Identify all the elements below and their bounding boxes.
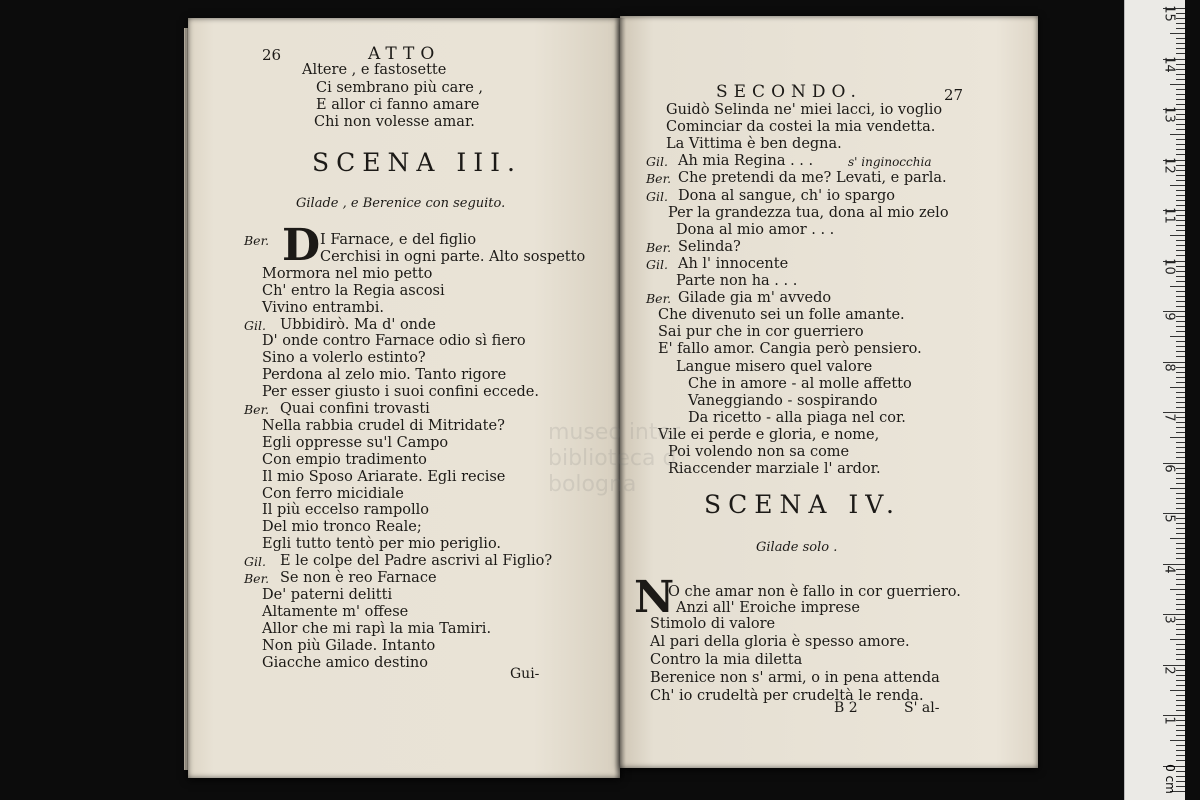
ruler-tick xyxy=(1176,670,1185,671)
ruler-tick xyxy=(1176,745,1185,746)
ruler-tick xyxy=(1176,710,1185,711)
ruler-tick xyxy=(1176,225,1185,226)
ruler-tick xyxy=(1176,170,1185,171)
ruler-tick xyxy=(1176,346,1185,347)
scene-title-left: SCENA III. xyxy=(312,148,522,177)
ruler-tick xyxy=(1176,508,1185,509)
verse-line: Stimolo di valore xyxy=(650,616,776,632)
ruler-tick xyxy=(1176,634,1185,635)
verse-line: Anzi all' Eroiche imprese xyxy=(676,600,860,616)
ruler-tick xyxy=(1176,382,1185,383)
verse-line: Egli oppresse su'l Campo xyxy=(262,434,449,451)
ruler-tick xyxy=(1176,48,1185,49)
ruler-tick xyxy=(1176,89,1185,90)
ruler-number: 11 xyxy=(1161,207,1177,224)
verse-line: Nella rabbia crudel di Mitridate? xyxy=(262,417,505,434)
ruler-tick xyxy=(1176,558,1185,559)
verse-line: Selinda? xyxy=(678,238,741,255)
ruler-tick xyxy=(1170,286,1185,287)
ruler-tick xyxy=(1176,720,1185,721)
ruler-tick xyxy=(1176,579,1185,580)
verse-line: Altamente m' offese xyxy=(262,603,409,620)
measuring-ruler xyxy=(1124,0,1185,800)
speaker-label: Ber. xyxy=(646,291,672,307)
verse-line: Ci sembrano più care , xyxy=(316,80,484,96)
ruler-tick xyxy=(1176,730,1185,731)
ruler-tick xyxy=(1176,144,1185,145)
verse-line: Con ferro micidiale xyxy=(262,485,404,502)
ruler-tick xyxy=(1176,165,1185,166)
ruler-tick xyxy=(1176,180,1185,181)
speaker-label: Ber. xyxy=(244,402,270,417)
catchword-right: S' al- xyxy=(904,700,940,716)
ruler-tick xyxy=(1176,43,1185,44)
persons-left: Gilade , e Berenice con seguito. xyxy=(296,196,506,211)
running-head-right: SECONDO. xyxy=(716,82,862,102)
ruler-tick xyxy=(1176,240,1185,241)
speaker-label: Gil. xyxy=(244,554,266,570)
ruler-tick xyxy=(1176,104,1185,105)
ruler-tick xyxy=(1176,38,1185,39)
ruler-tick xyxy=(1176,498,1185,499)
ruler-tick xyxy=(1170,185,1185,186)
ruler-tick xyxy=(1176,276,1185,277)
ruler-tick xyxy=(1176,604,1185,605)
page-number-right: 27 xyxy=(944,86,964,104)
ruler-tick xyxy=(1176,493,1185,494)
ruler-number: 8 xyxy=(1161,362,1177,372)
verse-line: Contro la mia diletta xyxy=(650,652,803,668)
ruler-tick xyxy=(1176,700,1185,701)
ruler-tick xyxy=(1176,195,1185,196)
verse-line: D' onde contro Farnace odio sì fiero xyxy=(262,333,526,350)
ruler-tick xyxy=(1176,124,1185,125)
verse-line: Guidò Selinda ne' miei lacci, io voglio xyxy=(666,102,943,118)
ruler-tick xyxy=(1176,119,1185,120)
signature-mark: B 2 xyxy=(834,700,858,716)
ruler-tick xyxy=(1176,266,1185,267)
verse-line: Da ricetto - alla piaga nel cor. xyxy=(688,409,906,426)
ruler-tick xyxy=(1176,452,1185,453)
verse-line: La Vittima è ben degna. xyxy=(666,136,842,153)
ruler-tick xyxy=(1176,271,1185,272)
ruler-tick xyxy=(1176,478,1185,479)
verse-line: Riaccender marziale l' ardor. xyxy=(668,461,881,478)
speaker-label: Gil. xyxy=(646,188,668,204)
dropcap-left: D xyxy=(282,220,321,271)
ruler-tick xyxy=(1176,13,1185,14)
ruler-tick xyxy=(1176,255,1185,256)
ruler-tick xyxy=(1176,518,1185,519)
verse-line: De' paterni delitti xyxy=(262,586,393,603)
ruler-tick xyxy=(1176,149,1185,150)
ruler-tick xyxy=(1176,281,1185,282)
ruler-tick xyxy=(1176,377,1185,378)
ruler-tick xyxy=(1176,99,1185,100)
ruler-tick xyxy=(1176,735,1185,736)
ruler-tick xyxy=(1176,230,1185,231)
ruler-tick xyxy=(1176,422,1185,423)
ruler-tick xyxy=(1176,755,1185,756)
verse-line: E le colpe del Padre ascrivi al Figlio? xyxy=(280,553,553,570)
ruler-tick xyxy=(1176,372,1185,373)
ruler-tick xyxy=(1176,129,1185,130)
verse-line: Per esser giusto i suoi confini eccede. xyxy=(262,384,540,401)
ruler-number: 1 xyxy=(1161,716,1177,725)
ruler-tick xyxy=(1170,134,1185,135)
ruler-tick xyxy=(1176,301,1185,302)
ruler-number: 13 xyxy=(1161,106,1177,123)
speaker-label: Gil. xyxy=(646,256,668,272)
speaker-label: Ber. xyxy=(646,171,672,187)
ruler-tick xyxy=(1176,569,1185,570)
ruler-tick xyxy=(1170,740,1185,741)
verse-line: Al pari della gloria è spesso amore. xyxy=(650,634,910,650)
ruler-tick xyxy=(1176,351,1185,352)
running-head-left: ATTO xyxy=(368,44,441,64)
verse-line: Con empio tradimento xyxy=(262,451,427,468)
verse-line: Vile ei perde e gloria, e nome, xyxy=(658,426,880,443)
verse-line: O che amar non è fallo in cor guerriero. xyxy=(668,584,961,600)
verse-line: E' fallo amor. Cangia però pensiero. xyxy=(658,341,922,358)
ruler-tick xyxy=(1176,468,1185,469)
book-gutter xyxy=(614,18,626,778)
ruler-tick xyxy=(1176,543,1185,544)
left-page xyxy=(188,18,620,778)
ruler-tick xyxy=(1176,94,1185,95)
ruler-tick xyxy=(1176,457,1185,458)
ruler-tick xyxy=(1176,306,1185,307)
ruler-number: 4 xyxy=(1161,564,1177,574)
ruler-tick xyxy=(1176,781,1185,782)
verse-line: Langue misero quel valore xyxy=(676,358,873,375)
ruler-number: 14 xyxy=(1161,55,1177,73)
ruler-number: 6 xyxy=(1161,463,1177,473)
ruler-tick xyxy=(1170,690,1185,691)
verse-line: Giacche amico destino xyxy=(262,654,428,671)
ruler-tick xyxy=(1170,589,1185,590)
verse-line: Allor che mi rapì la mia Tamiri. xyxy=(262,620,492,637)
ruler-tick xyxy=(1176,23,1185,24)
catchword-left: Gui- xyxy=(510,666,540,682)
ruler-tick xyxy=(1176,331,1185,332)
ruler-number: 2 xyxy=(1161,665,1177,675)
ruler-tick xyxy=(1176,760,1185,761)
ruler-tick xyxy=(1176,245,1185,246)
dropcap-right: N xyxy=(634,572,675,623)
ruler-tick xyxy=(1176,316,1185,317)
ruler-tick xyxy=(1176,447,1185,448)
verse-line: Che divenuto sei un folle amante. xyxy=(658,307,905,324)
ruler-tick xyxy=(1170,488,1185,489)
verse-line: Dona al mio amor . . . xyxy=(676,221,835,238)
ruler-tick xyxy=(1176,74,1185,75)
verse-line: Cerchisi in ogni parte. Alto sospetto xyxy=(320,248,586,265)
ruler-tick xyxy=(1176,139,1185,140)
ruler-tick xyxy=(1176,680,1185,681)
verse-line: Ch' io crudeltà per crudeltà le renda. xyxy=(650,688,924,704)
ruler-tick xyxy=(1176,114,1185,115)
ruler-tick xyxy=(1176,483,1185,484)
ruler-number: 12 xyxy=(1161,156,1177,174)
verse-line: Perdona al zelo mio. Tanto rigore xyxy=(262,367,507,384)
verse-line: Mormora nel mio petto xyxy=(262,265,433,282)
ruler-tick xyxy=(1170,639,1185,640)
ruler-number: 5 xyxy=(1161,514,1177,523)
speaker-label: Ber. xyxy=(244,233,270,248)
verse-line: Gilade gia m' avvedo xyxy=(678,290,832,307)
ruler-tick xyxy=(1176,675,1185,676)
ruler-tick xyxy=(1176,473,1185,474)
verse-line: Che in amore - al molle affetto xyxy=(688,375,912,392)
ruler-tick xyxy=(1170,235,1185,236)
verse-line: Vaneggiando - sospirando xyxy=(688,392,878,409)
ruler-tick xyxy=(1176,200,1185,201)
verse-line: Ah l' innocente xyxy=(678,255,789,272)
speaker-label: Ber. xyxy=(244,571,270,586)
ruler-tick xyxy=(1176,771,1185,772)
ruler-tick xyxy=(1176,705,1185,706)
ruler-tick xyxy=(1176,594,1185,595)
ruler-tick xyxy=(1176,574,1185,575)
ruler-tick xyxy=(1176,215,1185,216)
ruler-tick xyxy=(1176,356,1185,357)
verse-line: Poi volendo non sa come xyxy=(668,444,850,460)
ruler-tick xyxy=(1176,53,1185,54)
ruler-tick xyxy=(1176,659,1185,660)
verse-line: Vivino entrambi. xyxy=(262,299,384,316)
ruler-tick xyxy=(1176,776,1185,777)
ruler-tick xyxy=(1176,397,1185,398)
verse-line: Berenice non s' armi, o in pena attenda xyxy=(650,670,940,686)
ruler-tick xyxy=(1176,367,1185,368)
ruler-tick xyxy=(1176,79,1185,80)
verse-line: Ch' entro la Regia ascosi xyxy=(262,282,445,299)
speaker-label: Gil. xyxy=(244,317,266,333)
verse-line: Chi non volesse amar. xyxy=(314,114,475,130)
ruler-tick xyxy=(1170,387,1185,388)
ruler-tick xyxy=(1176,695,1185,696)
ruler-tick xyxy=(1176,619,1185,620)
verse-line: Che pretendi da me? Levati, e parla. xyxy=(678,170,947,187)
ruler-tick xyxy=(1176,599,1185,600)
verse-line: Quai confini trovasti xyxy=(280,401,430,417)
ruler-tick xyxy=(1176,629,1185,630)
right-page xyxy=(620,16,1038,768)
ruler-tick xyxy=(1176,407,1185,408)
ruler-tick xyxy=(1176,750,1185,751)
ruler-tick xyxy=(1176,528,1185,529)
ruler-tick xyxy=(1170,538,1185,539)
ruler-tick xyxy=(1176,220,1185,221)
verse-line: Per la grandezza tua, dona al mio zelo xyxy=(668,204,949,221)
ruler-tick xyxy=(1176,553,1185,554)
ruler-tick xyxy=(1176,533,1185,534)
ruler-tick xyxy=(1176,69,1185,70)
ruler-tick xyxy=(1176,321,1185,322)
ruler-tick xyxy=(1176,442,1185,443)
ruler-tick xyxy=(1176,503,1185,504)
ruler-tick xyxy=(1176,654,1185,655)
ruler-tick xyxy=(1176,649,1185,650)
verse-line: Il mio Sposo Ariarate. Egli recise xyxy=(262,468,506,485)
ruler-number: 7 xyxy=(1161,413,1177,422)
verse-line: I Farnace, e del figlio xyxy=(320,232,477,248)
verse-line: Del mio tronco Reale; xyxy=(262,519,422,536)
ruler-tick xyxy=(1176,296,1185,297)
ruler-tick xyxy=(1176,326,1185,327)
ruler-tick xyxy=(1176,154,1185,155)
verse-line: Egli tutto tentò per mio periglio. xyxy=(262,536,502,553)
ruler-tick xyxy=(1170,33,1185,34)
ruler-tick xyxy=(1176,341,1185,342)
ruler-tick xyxy=(1176,28,1185,29)
ruler-tick xyxy=(1176,417,1185,418)
ruler-unit: 0 cm xyxy=(1162,764,1177,794)
ruler-tick xyxy=(1176,432,1185,433)
ruler-number: 10 xyxy=(1161,257,1177,275)
ruler-tick xyxy=(1170,437,1185,438)
ruler-tick xyxy=(1176,64,1185,65)
ruler-number: 9 xyxy=(1161,312,1177,321)
ruler-tick xyxy=(1176,609,1185,610)
verse-line: Sino a volerlo estinto? xyxy=(262,350,426,367)
ruler-tick xyxy=(1176,18,1185,19)
ruler-tick xyxy=(1170,336,1185,337)
verse-line: Non più Gilade. Intanto xyxy=(262,637,436,654)
ruler-tick xyxy=(1176,523,1185,524)
scene-title-right: SCENA IV. xyxy=(704,490,901,519)
ruler-tick xyxy=(1176,250,1185,251)
speaker-label: Gil. xyxy=(646,154,668,170)
ruler-tick xyxy=(1170,84,1185,85)
verse-line: Ah mia Regina . . . xyxy=(678,153,814,170)
ruler-tick xyxy=(1176,190,1185,191)
ruler-tick xyxy=(1176,685,1185,686)
verse-line: Cominciar da costei la mia vendetta. xyxy=(666,119,936,136)
ruler-tick xyxy=(1176,725,1185,726)
verse-line: Parte non ha . . . xyxy=(676,273,798,289)
verse-line: Ubbidirò. Ma d' onde xyxy=(280,316,436,333)
ruler-tick xyxy=(1176,291,1185,292)
ruler-tick xyxy=(1176,205,1185,206)
ruler-number: 3 xyxy=(1161,615,1177,624)
stage-direction: s' inginocchia xyxy=(848,155,932,170)
ruler-tick xyxy=(1176,175,1185,176)
ruler-tick xyxy=(1176,548,1185,549)
ruler-tick xyxy=(1176,427,1185,428)
persons-right: Gilade solo . xyxy=(756,540,838,555)
ruler-tick xyxy=(1176,786,1185,787)
verse-line: Il più eccelso rampollo xyxy=(262,502,430,519)
verse-line: Sai pur che in cor guerriero xyxy=(658,324,864,341)
ruler-tick xyxy=(1176,402,1185,403)
page-number-left: 26 xyxy=(262,46,282,64)
ruler-tick xyxy=(1176,392,1185,393)
ruler-tick xyxy=(1176,644,1185,645)
speaker-label: Ber. xyxy=(646,239,672,255)
ruler-tick xyxy=(1176,624,1185,625)
verse-line: E allor ci fanno amare xyxy=(316,97,480,113)
verse-line: Altere , e fastosette xyxy=(302,62,447,78)
verse-line: Dona al sangue, ch' io spargo xyxy=(678,187,896,204)
verse-line: Se non è reo Farnace xyxy=(280,570,437,586)
ruler-number: 15 xyxy=(1161,5,1177,22)
ruler-tick xyxy=(1176,584,1185,585)
